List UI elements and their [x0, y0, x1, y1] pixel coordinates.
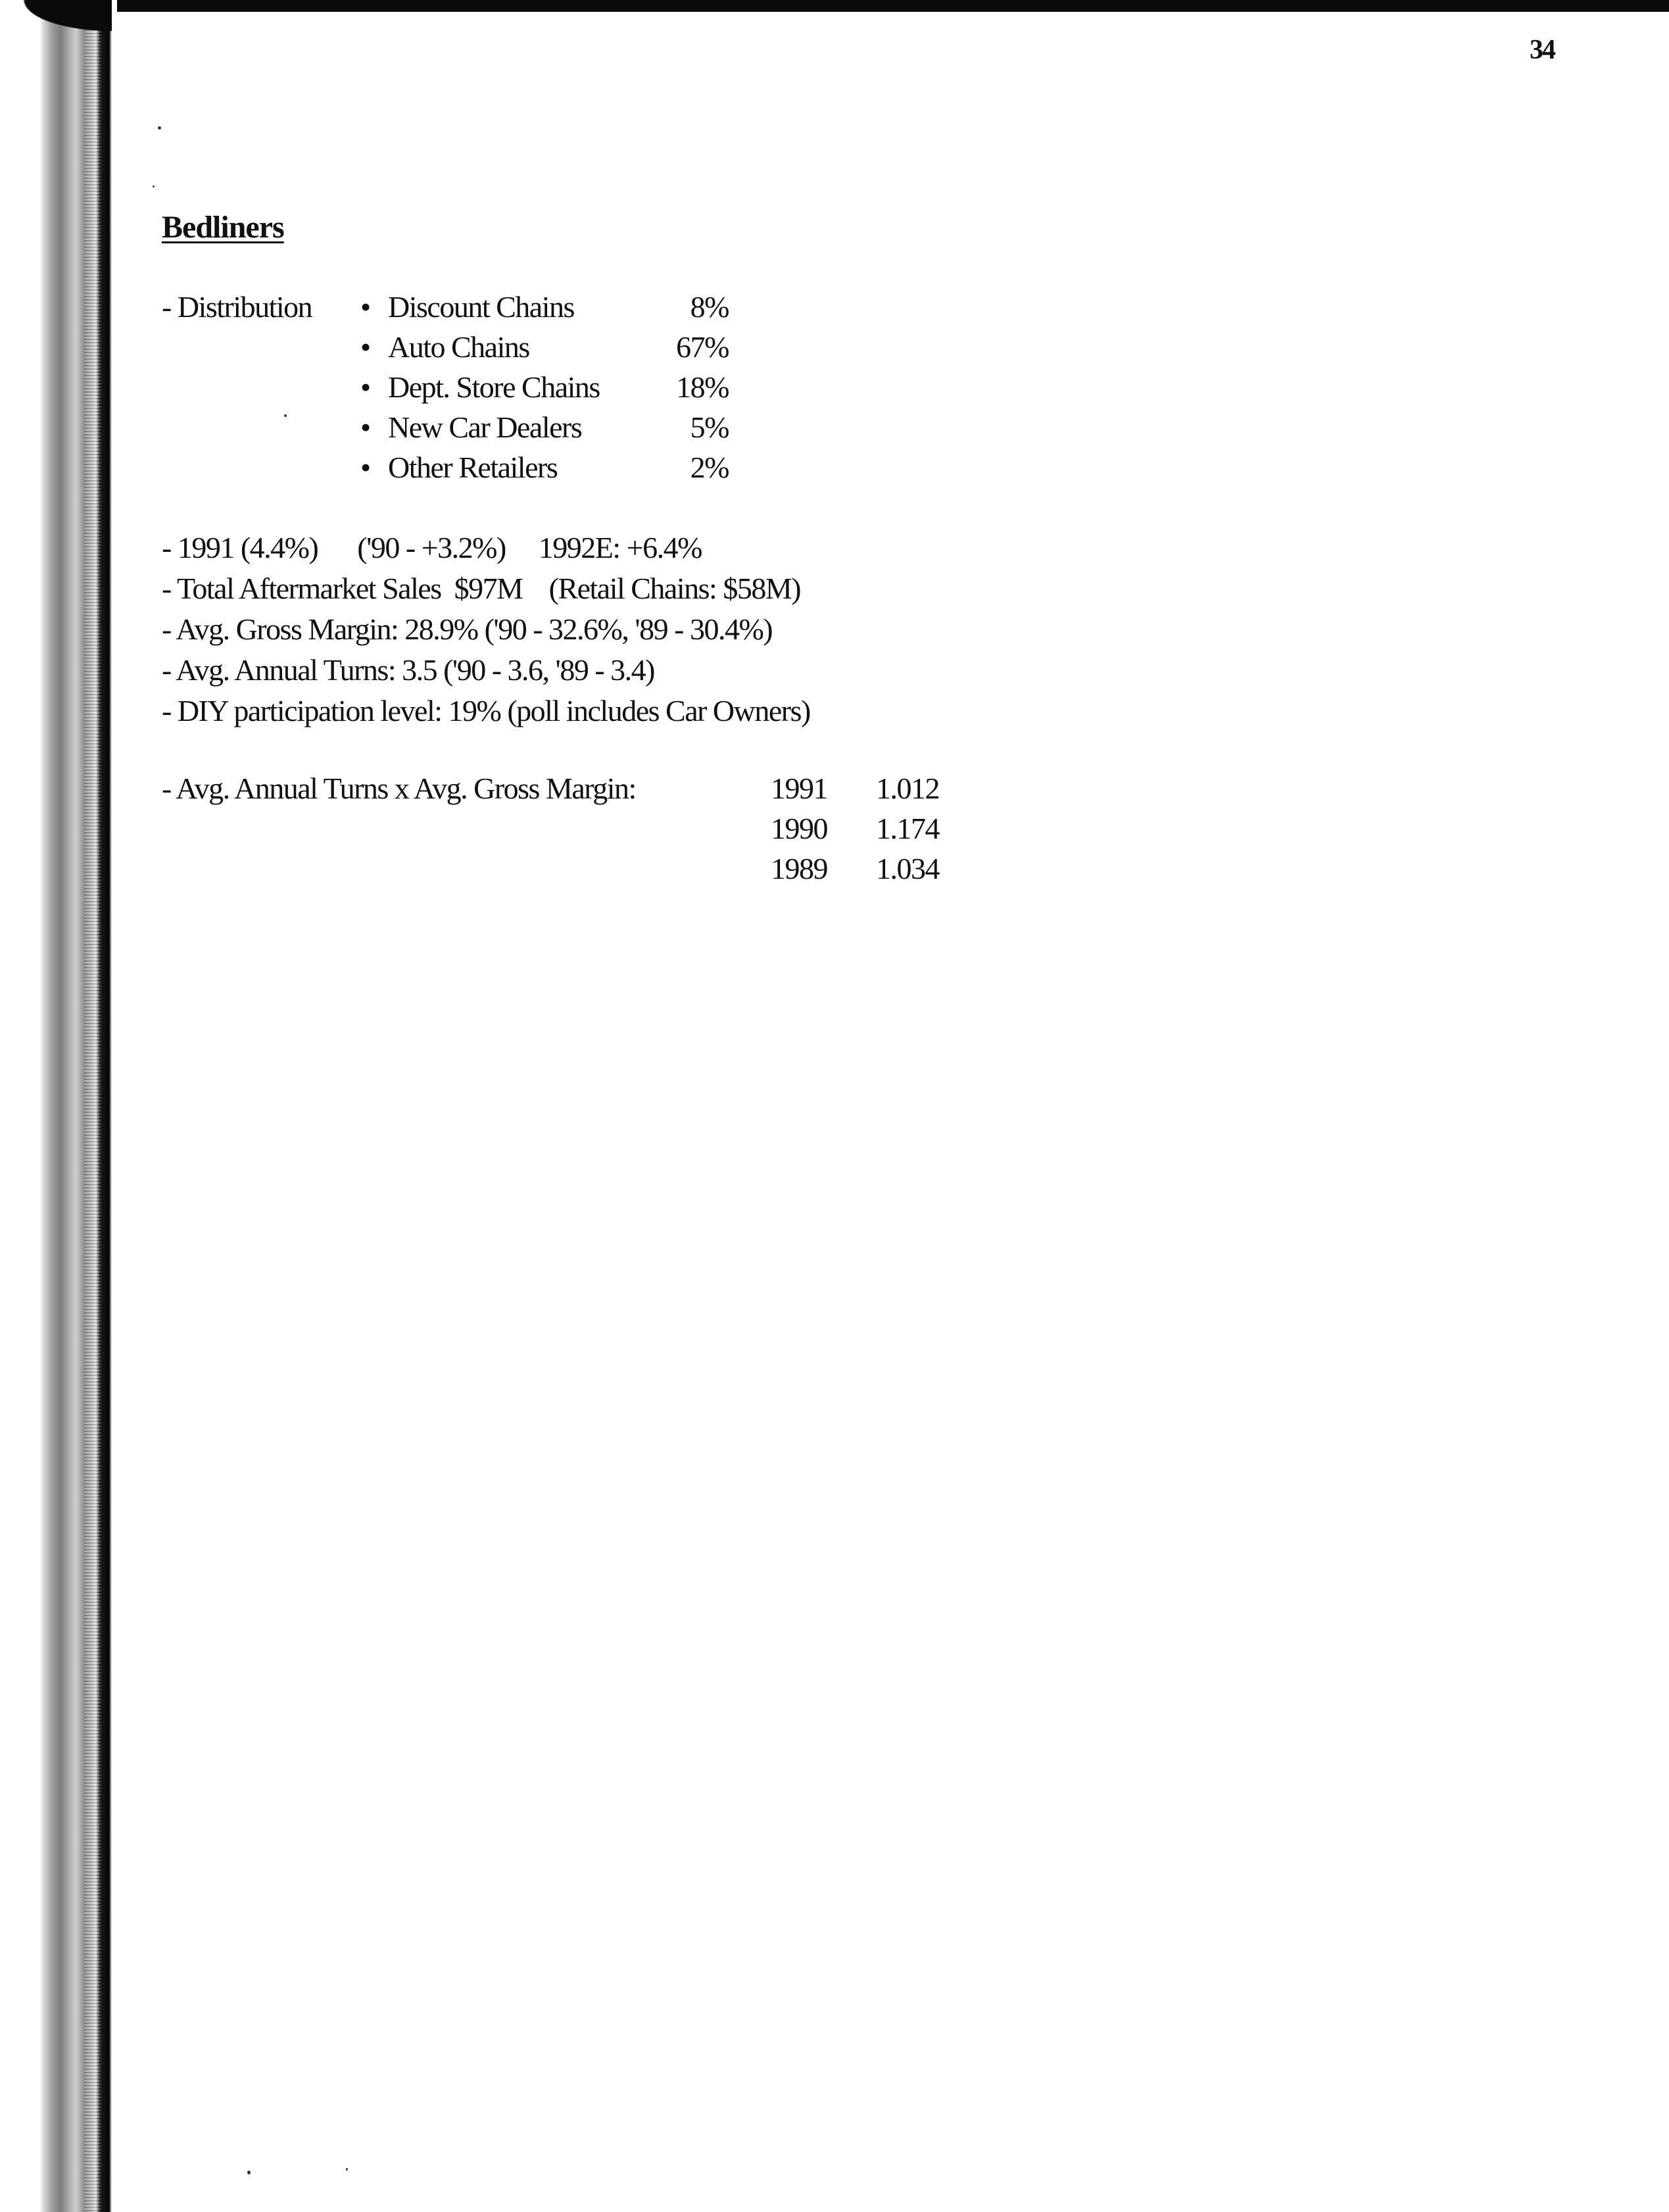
- item-value: 67%: [676, 330, 729, 364]
- table-row: [771, 771, 939, 811]
- annual-turns-line: - Avg. Annual Turns: 3.5 ('90 - 3.6, '89 - 3.4): [162, 653, 654, 687]
- turns-margin-label: - Avg. Annual Turns x Avg. Gross Margin:: [162, 772, 636, 805]
- table-row: [771, 851, 939, 891]
- item-value: 5%: [690, 410, 729, 444]
- binding-texture: [84, 0, 101, 2212]
- list-item: [360, 330, 729, 370]
- bullet: •: [360, 330, 370, 364]
- scan-speck: [153, 185, 155, 187]
- section-title: Bedliners: [162, 210, 284, 245]
- scan-top-edge: [0, 0, 1669, 12]
- turns-margin-table: [771, 771, 939, 891]
- scan-corner-shadow: [0, 0, 112, 39]
- item-label: New Car Dealers: [388, 410, 582, 444]
- scan-speck: [247, 2171, 251, 2175]
- page-number: 34: [1530, 35, 1555, 65]
- year-cell: 1989: [771, 852, 827, 885]
- item-value: 18%: [676, 370, 729, 404]
- aftermarket-sales-line: - Total Aftermarket Sales $97M (Retail Chains: $58M): [162, 572, 801, 605]
- bullet: •: [360, 290, 370, 324]
- item-label: Discount Chains: [388, 290, 574, 324]
- bullet: •: [360, 451, 370, 484]
- item-label: Dept. Store Chains: [388, 370, 600, 404]
- gross-margin-line: - Avg. Gross Margin: 28.9% ('90 - 32.6%, '89 - 30.4%): [162, 612, 773, 646]
- table-row: [771, 811, 939, 851]
- list-item: [360, 370, 729, 410]
- list-item: [360, 289, 729, 330]
- distribution-list: [360, 289, 729, 490]
- item-value: 2%: [690, 451, 729, 484]
- item-value: 8%: [690, 290, 729, 324]
- value-cell: 1.012: [876, 772, 939, 805]
- item-label: Other Retailers: [388, 451, 558, 484]
- list-item: [360, 410, 729, 450]
- scan-speck: [346, 2168, 348, 2171]
- year-cell: 1990: [771, 812, 827, 845]
- year-cell: 1991: [771, 772, 827, 805]
- growth-line: - 1991 (4.4%) ('90 - +3.2%) 1992E: +6.4%: [162, 531, 702, 564]
- diy-participation-line: - DIY participation level: 19% (poll includes Car Owners): [162, 694, 810, 727]
- value-cell: 1.034: [876, 852, 939, 885]
- value-cell: 1.174: [876, 812, 939, 845]
- list-item: [360, 450, 729, 490]
- distribution-label: - Distribution: [162, 290, 312, 324]
- bullet: •: [360, 370, 370, 404]
- bullet: •: [360, 410, 370, 444]
- scan-speck: [158, 126, 161, 130]
- scan-speck: [284, 414, 287, 417]
- item-label: Auto Chains: [388, 330, 529, 364]
